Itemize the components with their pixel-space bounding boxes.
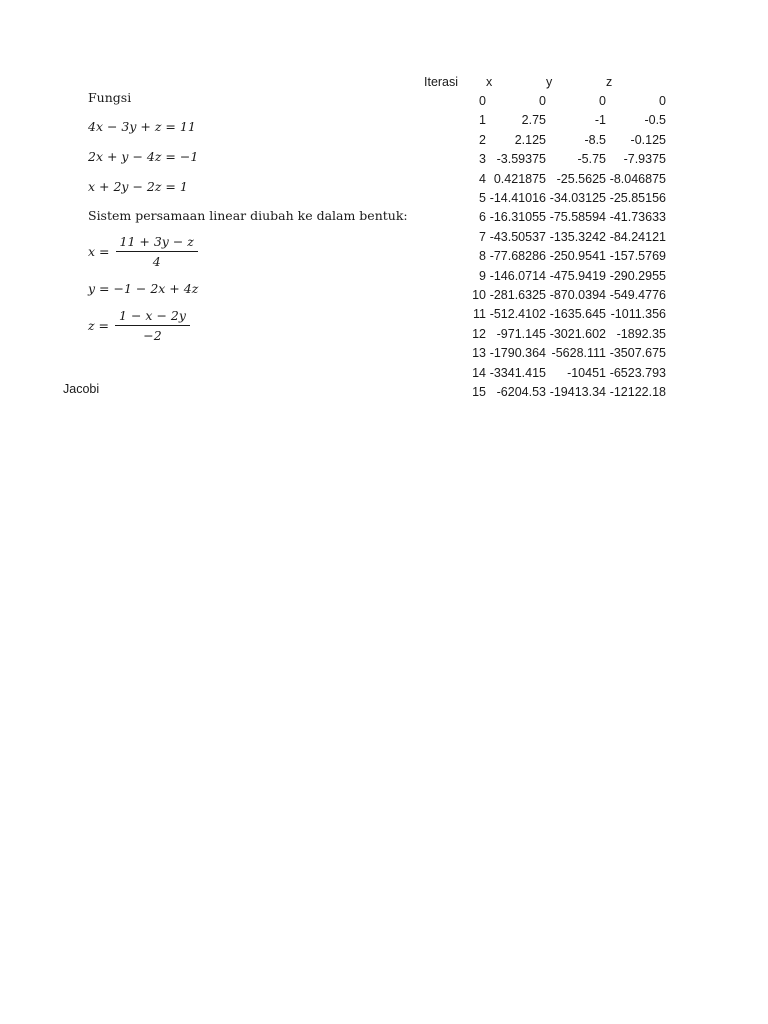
cell-iterasi: 2 xyxy=(479,132,486,147)
z-numerator: 1 − x − 2y xyxy=(115,308,190,326)
table-row xyxy=(424,247,666,266)
cell-x: -281.6325 xyxy=(489,287,546,302)
cell-iterasi: 8 xyxy=(479,249,486,264)
table-row xyxy=(424,188,666,207)
cell-iterasi: 1 xyxy=(479,113,486,128)
x-denominator: 4 xyxy=(152,254,161,269)
cell-iterasi: 9 xyxy=(479,268,486,283)
table-row xyxy=(424,169,666,188)
cell-iterasi: 11 xyxy=(473,307,486,322)
x-fraction xyxy=(116,234,198,269)
equation-2: 2x + y − 4z = −1 xyxy=(88,149,199,164)
cell-x: 2.125 xyxy=(514,132,546,147)
header-y: y xyxy=(546,74,553,89)
cell-x: -77.68286 xyxy=(489,249,546,264)
table-row xyxy=(424,285,666,304)
cell-x: -14.41016 xyxy=(489,191,546,206)
cell-y: -1635.645 xyxy=(549,307,606,322)
table-body xyxy=(424,91,666,401)
cell-iterasi: 10 xyxy=(472,287,486,302)
table-row xyxy=(424,382,666,401)
cell-iterasi: 15 xyxy=(472,384,486,399)
table-row xyxy=(424,305,666,324)
iteration-table xyxy=(424,72,666,402)
cell-iterasi: 14 xyxy=(472,365,486,380)
z-fraction xyxy=(115,308,190,343)
cell-y: -1 xyxy=(594,113,606,128)
cell-y: -75.58594 xyxy=(549,210,606,225)
cell-y: -475.9419 xyxy=(549,268,606,283)
cell-y: -8.5 xyxy=(584,132,606,147)
cell-z: -549.4776 xyxy=(609,287,666,302)
table-row xyxy=(424,91,666,110)
cell-z: -0.125 xyxy=(630,132,666,147)
cell-x: 0.421875 xyxy=(493,171,546,186)
cell-z: -25.85156 xyxy=(609,191,666,206)
table-row xyxy=(424,208,666,227)
cell-z: -84.24121 xyxy=(609,229,666,244)
x-formula-lhs: x = xyxy=(88,244,110,259)
cell-x: 2.75 xyxy=(521,113,546,128)
cell-y: -25.5625 xyxy=(556,171,606,186)
cell-iterasi: 5 xyxy=(479,191,486,206)
cell-x: -43.50537 xyxy=(489,229,546,244)
cell-y: 0 xyxy=(599,94,606,109)
cell-z: -3507.675 xyxy=(609,346,666,361)
cell-z: -7.9375 xyxy=(623,152,666,167)
z-denominator: −2 xyxy=(143,328,162,343)
equation-1: 4x − 3y + z = 11 xyxy=(88,119,196,134)
cell-x: -6204.53 xyxy=(496,384,546,399)
cell-z: -6523.793 xyxy=(609,365,666,380)
cell-z: -157.5769 xyxy=(609,249,666,264)
cell-z: -290.2955 xyxy=(609,268,666,283)
table-row xyxy=(424,111,666,130)
x-formula xyxy=(88,234,198,269)
cell-iterasi: 6 xyxy=(479,210,486,225)
cell-z: -1892.35 xyxy=(616,326,666,341)
cell-y: -5628.111 xyxy=(551,346,606,361)
functions-heading: Fungsi xyxy=(88,90,132,105)
cell-x: -971.145 xyxy=(496,326,546,341)
cell-z: -0.5 xyxy=(644,113,666,128)
cell-y: -10451 xyxy=(567,365,606,380)
z-formula xyxy=(88,308,190,343)
cell-z: -41.73633 xyxy=(609,210,666,225)
cell-z: -1011.356 xyxy=(610,307,666,322)
table-row xyxy=(424,363,666,382)
table-row xyxy=(424,266,666,285)
cell-z: 0 xyxy=(659,94,666,109)
cell-z: -12122.18 xyxy=(609,384,666,399)
y-formula: y = −1 − 2x + 4z xyxy=(88,281,199,296)
cell-iterasi: 13 xyxy=(472,346,486,361)
cell-x: -3341.415 xyxy=(489,365,546,380)
cell-x: -1790.364 xyxy=(489,346,546,361)
cell-iterasi: 12 xyxy=(472,326,486,341)
cell-y: -250.9541 xyxy=(549,249,606,264)
table-row xyxy=(424,130,666,149)
cell-iterasi: 3 xyxy=(479,152,486,167)
cell-x: -146.0714 xyxy=(489,268,546,283)
z-formula-lhs: z = xyxy=(88,318,110,333)
cell-iterasi: 4 xyxy=(479,171,486,186)
cell-iterasi: 7 xyxy=(479,229,486,244)
method-label: Jacobi xyxy=(63,382,100,396)
equation-3: x + 2y − 2z = 1 xyxy=(88,179,188,194)
cell-iterasi: 0 xyxy=(479,94,486,109)
cell-y: -5.75 xyxy=(577,152,606,167)
cell-x: 0 xyxy=(539,94,546,109)
cell-x: -16.31055 xyxy=(489,210,546,225)
table-row xyxy=(424,150,666,169)
table-header xyxy=(424,72,666,91)
cell-y: -34.03125 xyxy=(549,191,606,206)
cell-x: -512.4102 xyxy=(489,307,546,322)
cell-z: -8.046875 xyxy=(609,171,666,186)
table-row xyxy=(424,324,666,343)
cell-y: -3021.602 xyxy=(549,326,606,341)
transform-text: Sistem persamaan linear diubah ke dalam bentuk: xyxy=(88,208,408,223)
header-iterasi: Iterasi xyxy=(424,74,459,89)
cell-y: -135.3242 xyxy=(549,229,606,244)
table-row xyxy=(424,227,666,246)
cell-y: -870.0394 xyxy=(549,287,606,302)
table-row xyxy=(424,343,666,362)
x-numerator: 11 + 3y − z xyxy=(116,234,198,252)
cell-y: -19413.34 xyxy=(549,384,606,399)
cell-x: -3.59375 xyxy=(496,152,546,167)
header-z: z xyxy=(606,74,613,89)
header-x: x xyxy=(486,74,493,89)
